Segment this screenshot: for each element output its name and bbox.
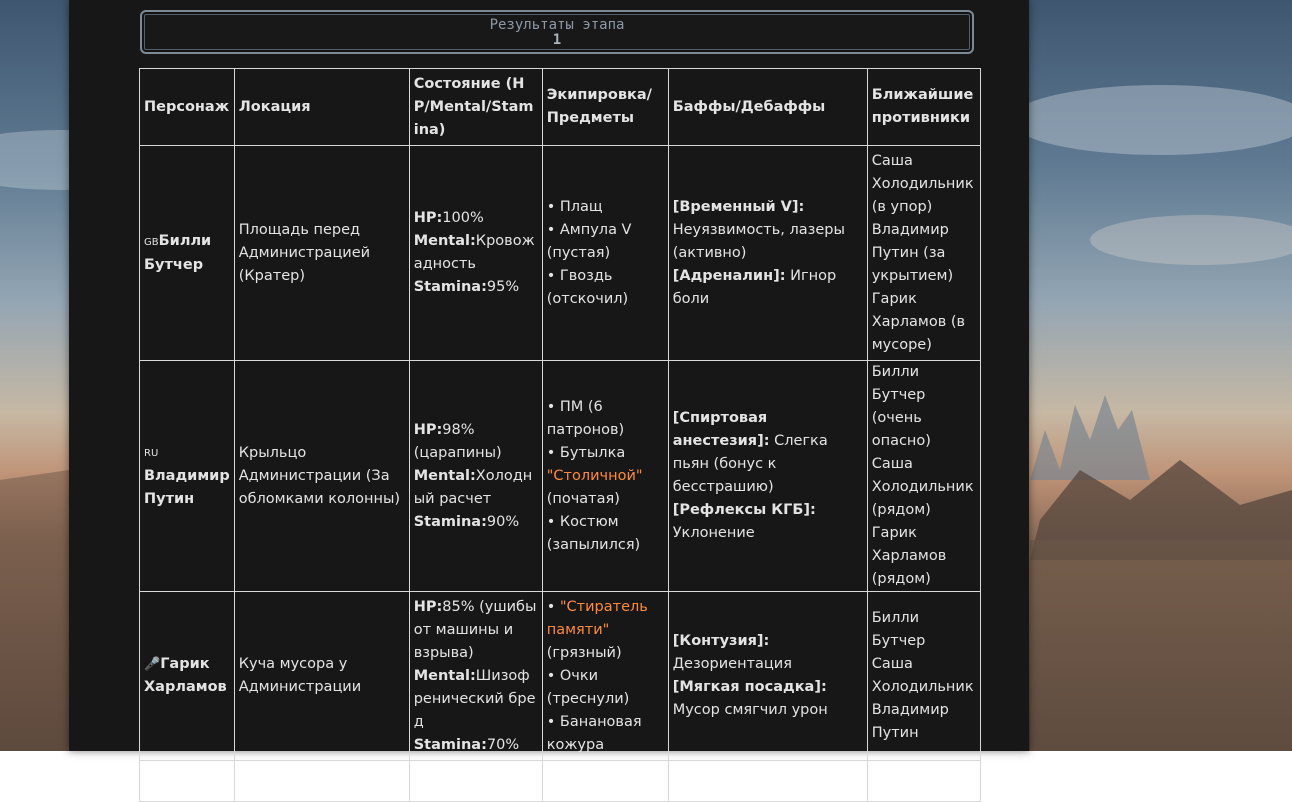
location-cell: Крыльцо Администрации (За обломками колонны) xyxy=(234,361,409,592)
header-equipment: Экипировка/ Предметы xyxy=(542,69,668,146)
item-highlight: "Столичной" xyxy=(546,467,643,484)
buff-name: [Спиртовая анестезия]: xyxy=(672,410,770,449)
buffs-cell xyxy=(668,592,867,761)
enemies-cell xyxy=(867,361,980,592)
mental-label: Mental: xyxy=(413,667,476,684)
table-row xyxy=(140,592,981,761)
character-cell xyxy=(140,361,235,592)
table-row xyxy=(140,146,981,361)
state-cell xyxy=(409,146,542,361)
item: • Бутылка xyxy=(546,444,626,461)
mental-value: Холодный расчет xyxy=(413,467,533,507)
stage-number: 1 xyxy=(552,32,562,48)
enemy: Саша Холодильник (рядом) xyxy=(871,456,974,518)
buff-name: [Мягкая посадка]: xyxy=(672,679,827,695)
item: (грязный) xyxy=(546,644,622,661)
table-cell xyxy=(234,761,409,802)
character-cell xyxy=(140,146,235,361)
item: • Банановая кожура xyxy=(546,713,642,753)
character-name: Билли Бутчер xyxy=(144,232,212,273)
enemy: Билли Бутчер (очень опасно) xyxy=(871,364,931,449)
header-state: Состояние (HP/Mental/Stamina) xyxy=(409,69,542,146)
buffs-cell xyxy=(668,361,867,592)
table-header-row xyxy=(140,69,981,146)
enemy: Саша Холодильник (в упор) xyxy=(871,152,974,215)
item-bullet: • xyxy=(546,598,560,615)
hp-value: 98% (царапины) xyxy=(413,421,502,461)
location-cell: Куча мусора у Администрации xyxy=(234,592,409,761)
buff-name: [Рефлексы КГБ]: xyxy=(672,502,816,518)
header-enemies: Ближайшие противники xyxy=(867,69,980,146)
enemy: Гарик Харламов (в мусоре) xyxy=(871,290,966,353)
stage-header xyxy=(140,10,974,54)
item: • ПМ (6 патронов) xyxy=(546,398,625,438)
table-cell xyxy=(668,761,867,802)
character-name: Гарик Харламов xyxy=(144,656,227,695)
hp-label: HP: xyxy=(413,210,443,226)
table-row xyxy=(140,761,981,802)
stamina-label: Stamina: xyxy=(413,279,487,295)
mental-label: Mental: xyxy=(413,233,476,249)
buff-text: Мусор смягчил урон xyxy=(672,702,828,718)
enemies-cell xyxy=(867,592,980,761)
hp-value: 100% xyxy=(442,210,484,226)
header-location: Локация xyxy=(234,69,409,146)
table-cell xyxy=(409,761,542,802)
hp-label: HP: xyxy=(413,598,443,615)
location-cell: Площадь перед Администрацией (Кратер) xyxy=(234,146,409,361)
buff-text: Уклонение xyxy=(672,525,755,541)
mental-label: Mental: xyxy=(413,467,476,484)
microphone-icon: 🎤 xyxy=(144,657,161,672)
buff-text: Слегка пьян (бонус к бесстрашию) xyxy=(672,433,828,495)
stamina-value: 90% xyxy=(486,513,520,530)
item: (початая) xyxy=(546,490,620,507)
item-highlight: "Стиратель памяти" xyxy=(546,598,648,638)
hp-value: 85% (ушибы от машины и взрыва) xyxy=(413,598,537,661)
state-cell xyxy=(409,361,542,592)
mental-value: Шизофренический бред xyxy=(413,667,536,730)
item: • Костюм (запылился) xyxy=(546,513,641,553)
flag-ru-icon: RU xyxy=(144,447,159,459)
header-character: Персонаж xyxy=(140,69,235,146)
buff-name: [Контузия]: xyxy=(672,633,770,649)
stamina-label: Stamina: xyxy=(413,736,487,753)
character-cell xyxy=(140,592,235,761)
buff-text: Дезориентация xyxy=(672,656,792,672)
header-buffs: Баффы/Дебаффы xyxy=(668,69,867,146)
item: • Плащ xyxy=(546,198,603,215)
table-cell xyxy=(542,761,668,802)
flag-gb-icon: GB xyxy=(144,236,159,248)
hp-label: HP: xyxy=(413,421,443,438)
table-cell xyxy=(140,761,235,802)
enemy: Гарик Харламов (рядом) xyxy=(871,525,947,587)
character-name: Владимир Путин xyxy=(144,467,230,507)
stamina-label: Stamina: xyxy=(413,513,487,530)
buff-name: [Адреналин]: xyxy=(672,267,786,284)
enemy: Владимир Путин xyxy=(871,702,949,741)
stage-title: Результаты этапа xyxy=(489,17,625,33)
item: • Гвоздь (отскочил) xyxy=(546,267,629,307)
item: • Очки (треснули) xyxy=(546,667,630,707)
buff-name: [Временный V]: xyxy=(672,198,805,215)
mental-value: Кровожадность xyxy=(413,233,535,272)
stamina-value: 70% xyxy=(486,736,520,753)
equipment-cell xyxy=(542,146,668,361)
buff-text: Неуязвимость, лазеры (активно) xyxy=(672,221,845,261)
table-cell xyxy=(867,761,980,802)
results-table xyxy=(139,68,981,802)
item: • Ампула V (пустая) xyxy=(546,221,632,261)
stamina-value: 95% xyxy=(486,279,520,295)
buff-text: Игнор боли xyxy=(672,267,837,307)
buffs-cell xyxy=(668,146,867,361)
enemy: Билли Бутчер xyxy=(871,610,926,649)
state-cell xyxy=(409,592,542,761)
enemy: Саша Холодильник xyxy=(871,656,974,695)
enemies-cell xyxy=(867,146,980,361)
table-row xyxy=(140,361,981,592)
equipment-cell xyxy=(542,592,668,761)
equipment-cell xyxy=(542,361,668,592)
enemy: Владимир Путин (за укрытием) xyxy=(871,221,954,284)
